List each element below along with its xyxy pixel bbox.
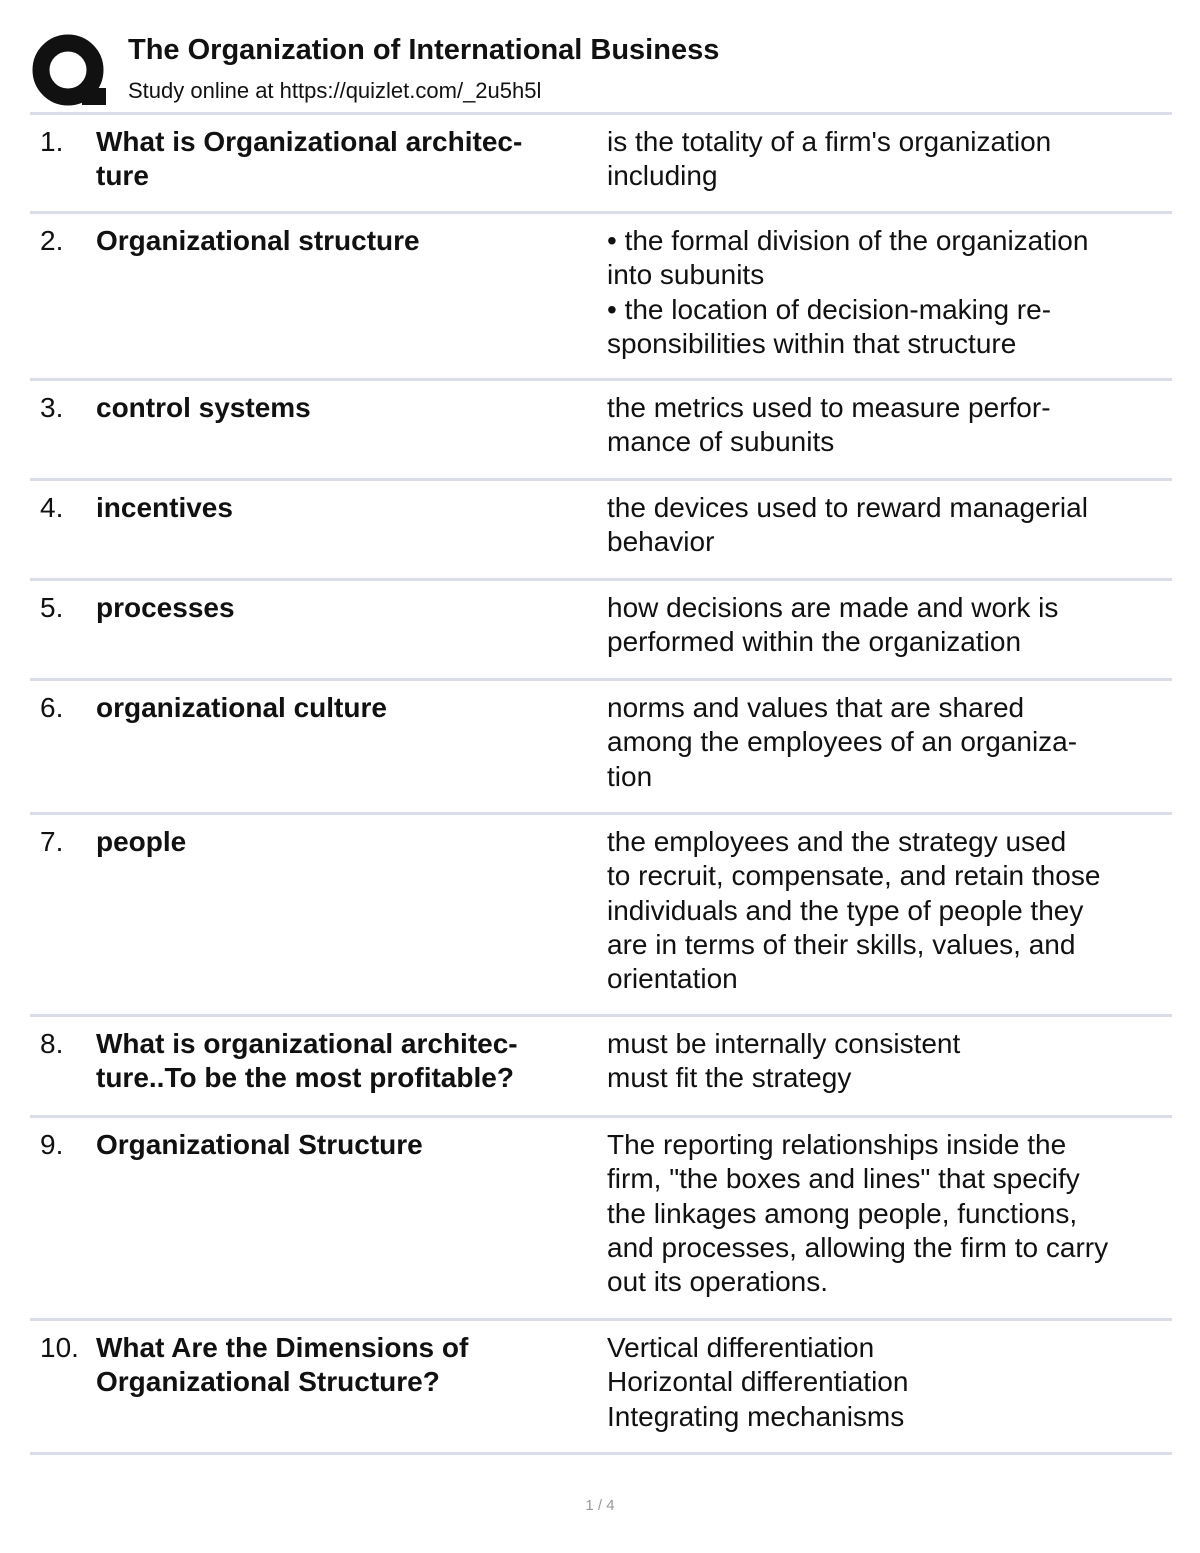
card-row [30,1017,1172,1118]
card-definition [607,691,1172,794]
card-row [30,681,1172,815]
card-row [30,381,1172,481]
definition-line: Vertical differentiation [607,1332,875,1363]
card-term [96,491,596,525]
definition-line: including [607,160,718,192]
card-number: 7. [40,826,64,857]
card-definition [607,1331,1172,1434]
term-line: processes [96,592,235,623]
definition-line: must fit the strategy [607,1062,852,1094]
term-line: What Are the Dimensions of [96,1332,469,1363]
card-row [30,214,1172,381]
definition-line: the linkages among people, functions, [607,1197,1078,1229]
card-definition [607,491,1172,560]
definition-line: • the location of decision-making re- [607,293,1052,325]
definition-line: individuals and the type of people they [607,894,1084,926]
definition-line: is the totality of a firm's organization [607,126,1052,157]
definition-line: Horizontal differentiation [607,1366,909,1398]
definition-line: among the employees of an organiza- [607,726,1078,758]
definition-line: sponsibilities within that structure [607,327,1017,359]
card-number: 6. [40,692,64,723]
definition-line: into subunits [607,259,765,291]
term-line: What is organizational architec- [96,1028,518,1059]
card-definition [607,1027,1172,1096]
definition-line: out its operations. [607,1266,829,1298]
card-row [30,1118,1172,1321]
card-term [96,825,596,859]
definition-line: the employees and the strategy used [607,826,1067,857]
page-title: The Organization of International Business [128,34,720,66]
definition-line: must be internally consistent [607,1028,961,1059]
page-number: 1 / 4 [585,1497,615,1514]
flashcard-table [30,115,1172,1455]
definition-line: norms and values that are shared [607,692,1025,723]
study-online-link[interactable]: Study online at https://quizlet.com/_2u5h5l [128,78,542,103]
definition-line: the metrics used to measure perfor- [607,392,1051,423]
definition-line: how decisions are made and work is [607,592,1059,623]
card-definition [607,125,1172,194]
definition-line: the devices used to reward managerial [607,492,1088,523]
card-number: 4. [40,492,64,523]
definition-line: are in terms of their skills, values, and [607,928,1076,960]
card-definition [607,391,1172,460]
card-definition [607,591,1172,660]
definition-line: orientation [607,963,738,995]
card-definition [607,1128,1172,1299]
term-line: ture..To be the most profitable? [96,1062,514,1094]
definition-line: to recruit, compensate, and retain those [607,860,1101,892]
card-term [96,125,596,194]
card-term [96,1027,596,1096]
definition-line: • the formal division of the organization [607,225,1089,256]
card-term [96,691,596,725]
card-term [96,391,596,425]
card-number: 3. [40,392,64,423]
definition-line: firm, "the boxes and lines" that specify [607,1163,1080,1195]
card-number: 10. [40,1332,79,1363]
card-term [96,1331,596,1400]
page-header [30,28,1172,112]
definition-line: behavior [607,526,715,558]
card-number: 9. [40,1129,64,1160]
definition-line: The reporting relationships inside the [607,1129,1067,1160]
card-definition [607,825,1172,996]
term-line: What is Organizational architec- [96,126,523,157]
term-line: ture [96,160,149,192]
definition-line: performed within the organization [607,626,1022,658]
card-row [30,815,1172,1017]
card-term [96,224,596,258]
card-row [30,481,1172,581]
card-number: 1. [40,126,64,157]
card-row [30,581,1172,681]
card-term [96,591,596,625]
term-line: incentives [96,492,233,523]
definition-line: tion [607,760,653,792]
term-line: control systems [96,392,311,423]
quizlet-logo-icon [30,32,110,110]
definition-line: mance of subunits [607,426,835,458]
card-row [30,1321,1172,1455]
card-term [96,1128,596,1162]
term-line: Organizational Structure [96,1129,423,1160]
term-line: organizational culture [96,692,387,723]
definition-line: and processes, allowing the firm to carry [607,1231,1109,1263]
card-row [30,115,1172,214]
card-definition [607,224,1172,361]
card-number: 5. [40,592,64,623]
term-line: Organizational structure [96,225,420,256]
term-line: Organizational Structure? [96,1366,440,1398]
term-line: people [96,826,187,857]
definition-line: Integrating mechanisms [607,1400,905,1432]
card-number: 2. [40,225,64,256]
card-number: 8. [40,1028,64,1059]
